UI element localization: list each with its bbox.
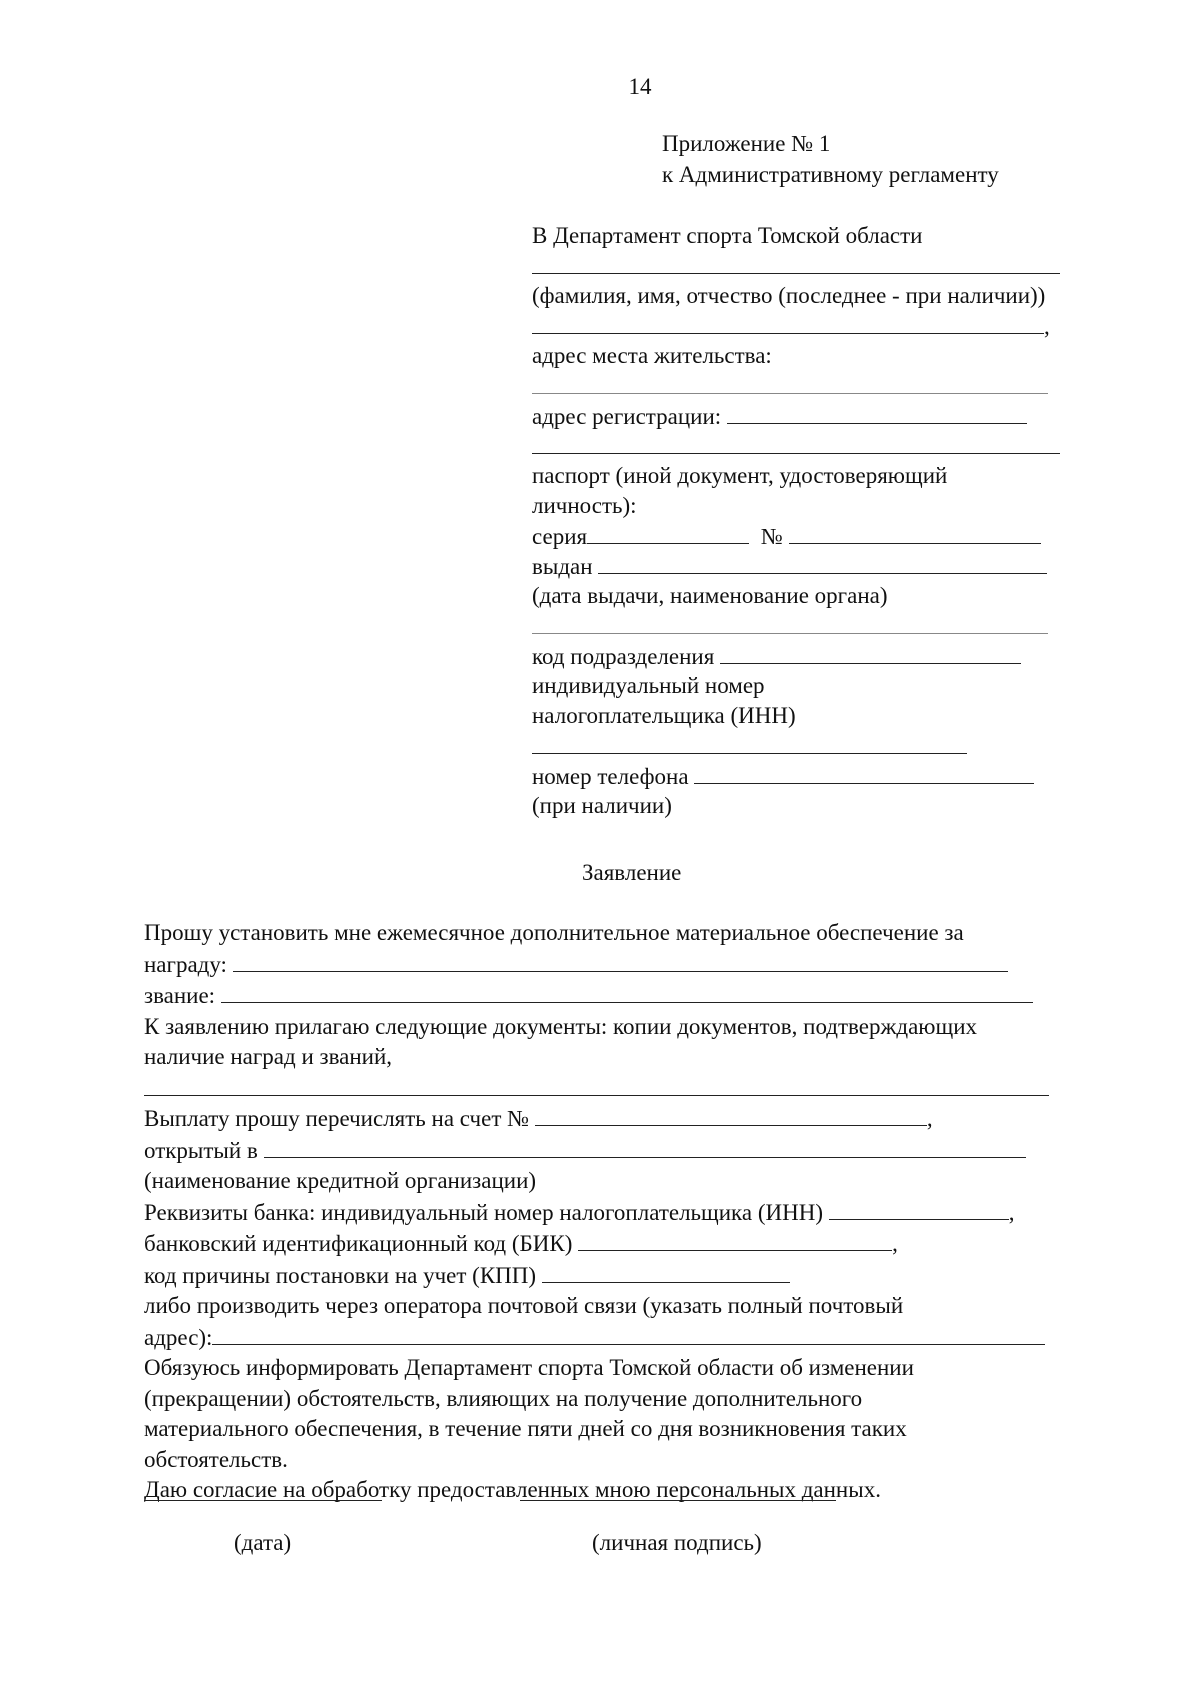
registration-label: адрес регистрации: [532, 404, 722, 429]
fio-field[interactable] [532, 251, 1060, 274]
kpp-field[interactable] [542, 1260, 790, 1283]
bik-label: банковский идентификационный код (БИК) [144, 1231, 573, 1256]
date-field[interactable] [144, 1500, 382, 1501]
inn-field[interactable] [532, 731, 967, 754]
consent-line: Даю согласие на обработку предоставленных мною персональных данных. [144, 1477, 881, 1502]
issued-field-2[interactable] [532, 611, 1048, 634]
issued-caption: (дата выдачи, наименование органа) [532, 583, 888, 608]
bank-name-field[interactable] [264, 1135, 1026, 1158]
rank-field[interactable] [221, 980, 1033, 1003]
rank-label: звание: [144, 983, 216, 1008]
document-title: Заявление [582, 860, 682, 885]
comma: , [926, 1106, 933, 1131]
registration-field[interactable] [727, 401, 1027, 424]
post-line-1: либо производить через оператора почтовой связи (указать полный почтовый [144, 1293, 904, 1318]
division-code-field[interactable] [720, 641, 1021, 664]
bik-field[interactable] [578, 1228, 892, 1251]
obligation-line-4: обстоятельств. [144, 1446, 288, 1472]
phone-field[interactable] [694, 761, 1034, 784]
obligation-line-2: (прекращении) обстоятельств, влияющих на получение дополнительного [144, 1385, 863, 1411]
phone-label: номер телефона [532, 764, 689, 789]
opened-label: открытый в [144, 1137, 258, 1163]
obligation-line-1: Обязуюсь информировать Департамент спорта Томской области об изменении [144, 1355, 914, 1380]
date-caption: (дата) [234, 1530, 292, 1555]
attach-line-1: К заявлению прилагаю следующие документы: копии документов, подтверждающих [144, 1013, 977, 1039]
signature-field[interactable] [520, 1500, 836, 1501]
inn-label-2: налогоплательщика (ИНН) [532, 703, 796, 728]
request-line: Прошу установить мне ежемесячное дополнительное материальное обеспечение за [144, 920, 964, 945]
signature-caption: (личная подпись) [592, 1530, 762, 1555]
number-label: № [760, 524, 783, 549]
fio-caption: (фамилия, имя, отчество (последнее - при наличии)) [532, 283, 1046, 308]
bank-details-label: Реквизиты банка: индивидуальный номер налогоплательщика (ИНН) [144, 1199, 823, 1225]
account-field[interactable] [535, 1103, 927, 1126]
passport-label-1: паспорт (иной документ, удостоверяющий [532, 463, 948, 488]
comma: , [1008, 1199, 1015, 1225]
post-address-label: адрес): [144, 1324, 213, 1350]
obligation-line-3: материального обеспечения, в течение пяти дней со дня возникновения таких [144, 1416, 907, 1441]
issued-label: выдан [532, 554, 593, 579]
appendix-header [662, 128, 999, 190]
bank-inn-field[interactable] [829, 1197, 1009, 1220]
residence-label: адрес места жительства: [532, 343, 772, 368]
series-field[interactable] [587, 521, 749, 544]
payment-label: Выплату прошу перечислять на счет № [144, 1106, 530, 1131]
award-field[interactable] [233, 949, 1008, 972]
comma: , [1044, 314, 1050, 339]
fio-field-2[interactable] [532, 311, 1044, 334]
appendix-line-2: к Административному регламенту [662, 162, 999, 187]
kpp-label: код причины постановки на учет (КПП) [144, 1262, 537, 1288]
appendix-line-1: Приложение № 1 [662, 131, 831, 156]
post-address-field[interactable] [212, 1322, 1045, 1345]
series-label: серия [532, 524, 588, 549]
residence-field[interactable] [532, 371, 1048, 394]
applicant-block [532, 221, 1132, 821]
attach-field[interactable] [144, 1073, 1049, 1096]
passport-label-2: личность): [532, 493, 637, 518]
inn-label-1: индивидуальный номер [532, 673, 765, 698]
registration-field-2[interactable] [532, 431, 1060, 454]
attach-line-2: наличие наград и званий, [144, 1044, 393, 1069]
application-body [144, 918, 1134, 1506]
addressee: В Департамент спорта Томской области [532, 223, 923, 248]
comma: , [892, 1231, 898, 1256]
passport-number-field[interactable] [789, 521, 1041, 544]
page-number: 14 [628, 74, 652, 99]
award-label: награду: [144, 951, 227, 977]
phone-caption: (при наличии) [532, 793, 672, 818]
credit-org-caption: (наименование кредитной организации) [144, 1168, 537, 1193]
issued-field[interactable] [598, 551, 1047, 574]
division-code-label: код подразделения [532, 644, 715, 669]
